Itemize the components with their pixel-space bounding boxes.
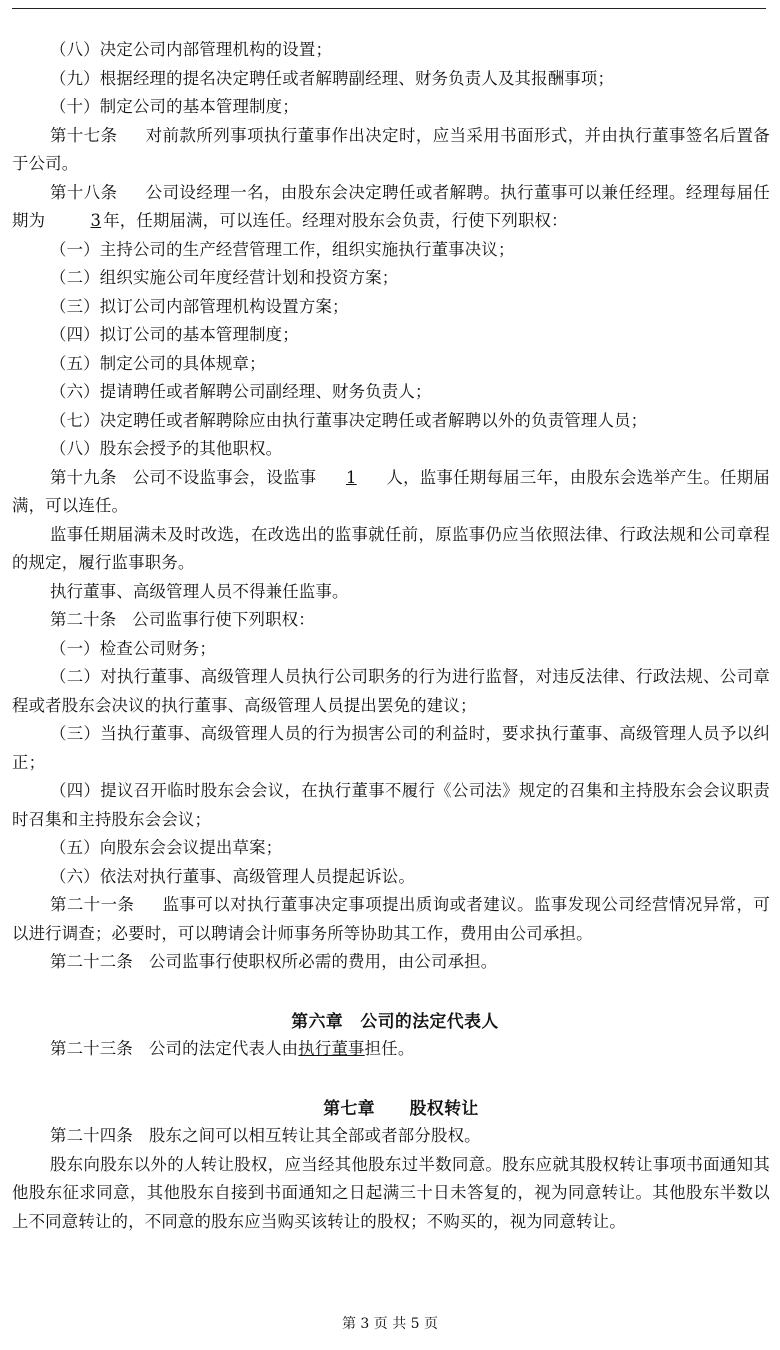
paragraph: 股东向股东以外的人转让股权，应当经其他股东过半数同意。股东应就其股权转让事项书面通知其他股东征求同意，其他股东自接到书面通知之日起满三十日未答复的，视为同意转让。其他股东半数以上不同意转让的，不同意的股东应当购买该转让的股权；不购买的，视为同意转让。 bbox=[12, 1154, 770, 1231]
page-number: 第 3 页 共 5 页 bbox=[341, 1316, 439, 1332]
paragraph: 监事任期届满未及时改选，在改选出的监事就任前，原监事仍应当依照法律、行政法规和公司章程的规定，履行监事职务。 bbox=[12, 524, 770, 572]
chapter-6-heading: 第六章 公司的法定代表人 bbox=[291, 1010, 499, 1031]
article-text: 公司监事行使下列职权： bbox=[132, 610, 315, 629]
clause-item: （二）组织实施公司年度经营计划和投资方案； bbox=[50, 268, 399, 287]
article-18 bbox=[12, 179, 770, 236]
legal-rep-role: 执行董事 bbox=[298, 1039, 365, 1058]
clause-item: （三）拟订公司内部管理机构设置方案； bbox=[50, 296, 349, 316]
clause-item: （二）对执行董事、高级管理人员执行公司职务的行为进行监督，对违反法律、行政法规、公司章程或者股东会决议的执行董事、高级管理人员提出罢免的建议； bbox=[12, 667, 770, 715]
clause-item: （六）依法对执行董事、高级管理人员提起诉讼。 bbox=[50, 866, 415, 886]
paragraph: 执行董事、高级管理人员不得兼任监事。 bbox=[50, 581, 349, 601]
article-label: 第二十二条 bbox=[50, 952, 133, 971]
article-text: 公司设经理一名，由股东会决定聘任或者解聘。执行董事可以兼任经理。经理每届任期为 bbox=[12, 182, 770, 230]
supervisor-count-field: 1 bbox=[346, 467, 357, 487]
article-22 bbox=[12, 948, 770, 977]
article-label: 第二十四条 bbox=[50, 1126, 133, 1145]
article-23 bbox=[12, 1035, 770, 1064]
article-19 bbox=[12, 464, 770, 521]
clause-item: （九）根据经理的提名决定聘任或者解聘副经理、财务负责人及其报酬事项； bbox=[50, 68, 615, 88]
article-label: 第二十三条 bbox=[50, 1039, 133, 1058]
clause-item: （四）提议召开临时股东会会议，在执行董事不履行《公司法》规定的召集和主持股东会会议职责时召集和主持股东会会议； bbox=[12, 781, 770, 829]
clause-item: （三）当执行董事、高级管理人员的行为损害公司的利益时，要求执行董事、高级管理人员予以纠正； bbox=[12, 724, 770, 772]
article-label: 第二十条 bbox=[50, 610, 117, 629]
clause-item: （五）制定公司的具体规章； bbox=[50, 353, 266, 373]
clause-item: （一）主持公司的生产经营管理工作，组织实施执行董事决议； bbox=[50, 239, 515, 259]
article-21 bbox=[12, 891, 770, 948]
clause-item: （四）拟订公司的基本管理制度； bbox=[50, 325, 299, 344]
clause-item: （八）决定公司内部管理机构的设置； bbox=[50, 40, 333, 59]
clause-item: （五）向股东会会议提出草案； bbox=[50, 838, 283, 857]
clause-item: （八）股东会授予的其他职权。 bbox=[50, 439, 283, 458]
article-label: 第十八条 bbox=[50, 182, 118, 202]
document-body bbox=[12, 36, 770, 1236]
chapter-7-heading: 第七章 股权转让 bbox=[323, 1097, 479, 1118]
clause-item: （十）制定公司的基本管理制度； bbox=[50, 97, 299, 116]
manager-term-field: 3 bbox=[90, 211, 102, 230]
clause-item: （一）检查公司财务； bbox=[50, 638, 216, 658]
clause-item: （六）提请聘任或者解聘公司副经理、财务负责人； bbox=[50, 382, 432, 401]
article-20 bbox=[12, 606, 770, 635]
article-24 bbox=[12, 1122, 770, 1151]
article-label: 第十七条 bbox=[50, 125, 118, 145]
article-text: 人，监事任期每届三年，由股东会选举产生。任期届满，可以连任。 bbox=[12, 467, 770, 515]
article-label: 第二十一条 bbox=[50, 895, 135, 914]
article-text: 股东之间可以相互转让其全部或者部分股权。 bbox=[148, 1126, 481, 1145]
clause-item: （七）决定聘任或者解聘除应由执行董事决定聘任或者解聘以外的负责管理人员； bbox=[50, 410, 648, 430]
header-rule bbox=[12, 8, 766, 9]
article-17 bbox=[12, 122, 770, 179]
article-label: 第十九条 bbox=[50, 467, 117, 487]
article-text: 公司监事行使职权所必需的费用，由公司承担。 bbox=[148, 952, 498, 971]
article-text: 对前款所列事项执行董事作出决定时，应当采用书面形式，并由执行董事签名后置备于公司。 bbox=[12, 125, 770, 173]
article-text: 年，任期届满，可以连任。经理对股东会负责，行使下列职权： bbox=[103, 211, 568, 230]
article-text: 公司不设监事会，设监事 bbox=[132, 467, 317, 487]
article-text: 监事可以对执行董事决定事项提出质询或者建议。监事发现公司经营情况异常，可以进行调查；必要时，可以聘请会计师事务所等协助其工作，费用由公司承担。 bbox=[12, 895, 770, 943]
article-text: 担任。 bbox=[364, 1039, 415, 1058]
article-text: 公司的法定代表人由 bbox=[148, 1039, 299, 1058]
